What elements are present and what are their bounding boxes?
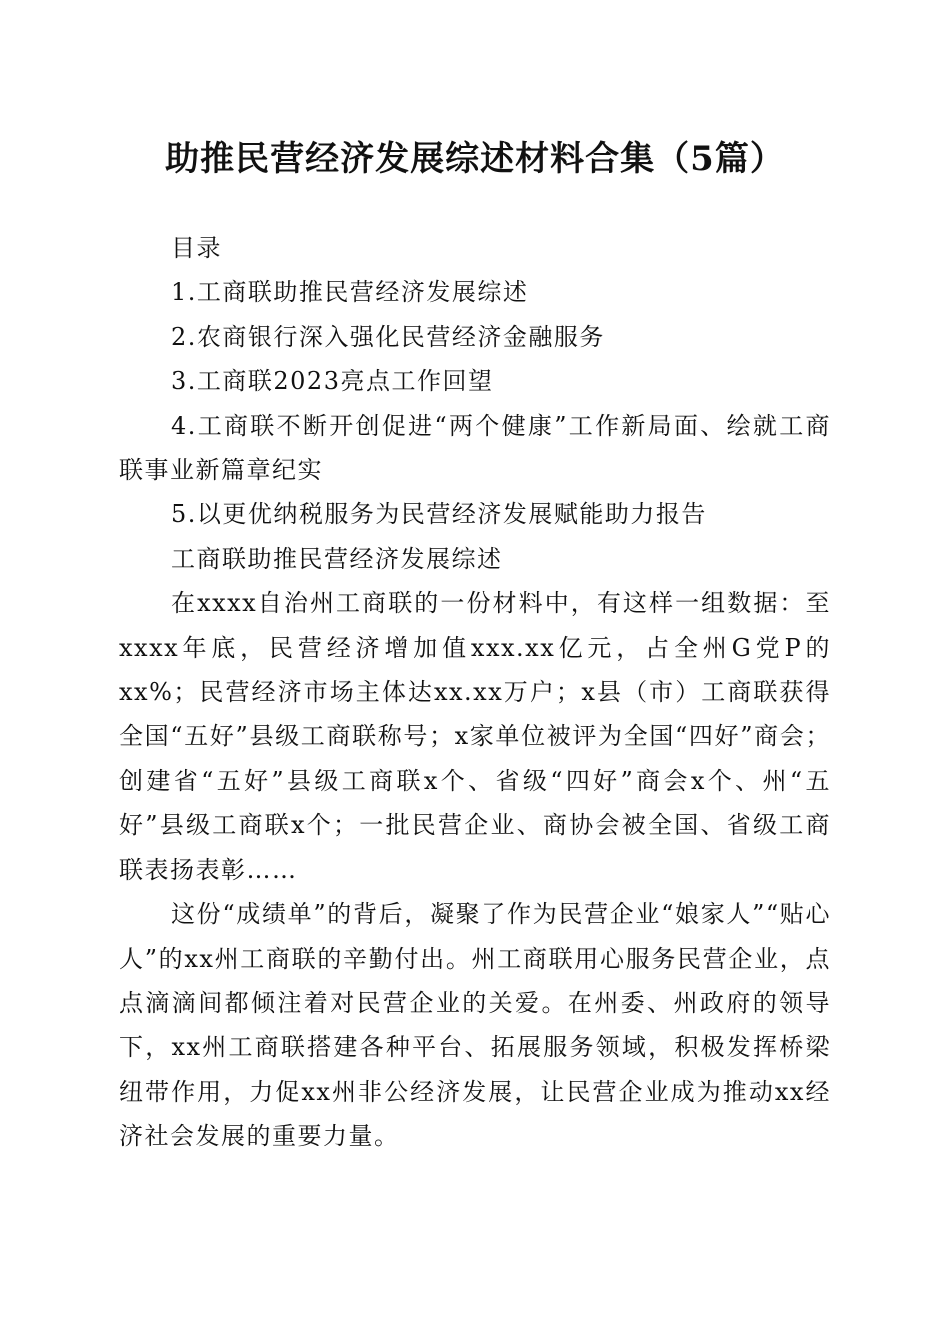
section-heading: 工商联助推民营经济发展综述 bbox=[171, 544, 503, 573]
document-body bbox=[119, 226, 831, 1159]
toc-heading: 目录 bbox=[171, 234, 222, 262]
toc-item: 3.工商联2023亮点工作回望 bbox=[171, 367, 494, 396]
toc-item: 5.以更优纳税服务为民营经济发展赋能助力报告 bbox=[171, 500, 707, 529]
document-title: 助推民营经济发展综述材料合集（5篇） bbox=[165, 139, 785, 179]
toc-item: 2.农商银行深入强化民营经济金融服务 bbox=[171, 322, 605, 351]
body-paragraph: 在xxxx自治州工商联的一份材料中，有这样一组数据：至xxxx年底，民营经济增加值xxx.xx亿元，占全州G党P的xx%；民营经济市场主体达xx.xx万户；x县（市）工商联获得全国“五好”县级工商联称号；x家单位被评为全国“四好”商会；创建省“五好”县级工商联x个、省级“四好”商会x个、州“五好”县级工商联x个；一批民营企业、商协会被全国、省级工商联表扬表彰…… bbox=[119, 589, 831, 884]
toc-item: 1.工商联助推民营经济发展综述 bbox=[171, 278, 529, 307]
body-paragraph: 这份“成绩单”的背后，凝聚了作为民营企业“娘家人”“贴心人”的xx州工商联的辛勤付出。州工商联用心服务民营企业，点点滴滴间都倾注着对民营企业的关爱。在州委、州政府的领导下，xx州工商联搭建各种平台、拓展服务领域，积极发挥桥梁纽带作用，力促xx州非公经济发展，让民营企业成为推动xx经济社会发展的重要力量。 bbox=[119, 900, 831, 1151]
toc-item: 4.工商联不断开创促进“两个健康”工作新局面、绘就工商联事业新篇章纪实 bbox=[119, 411, 831, 485]
